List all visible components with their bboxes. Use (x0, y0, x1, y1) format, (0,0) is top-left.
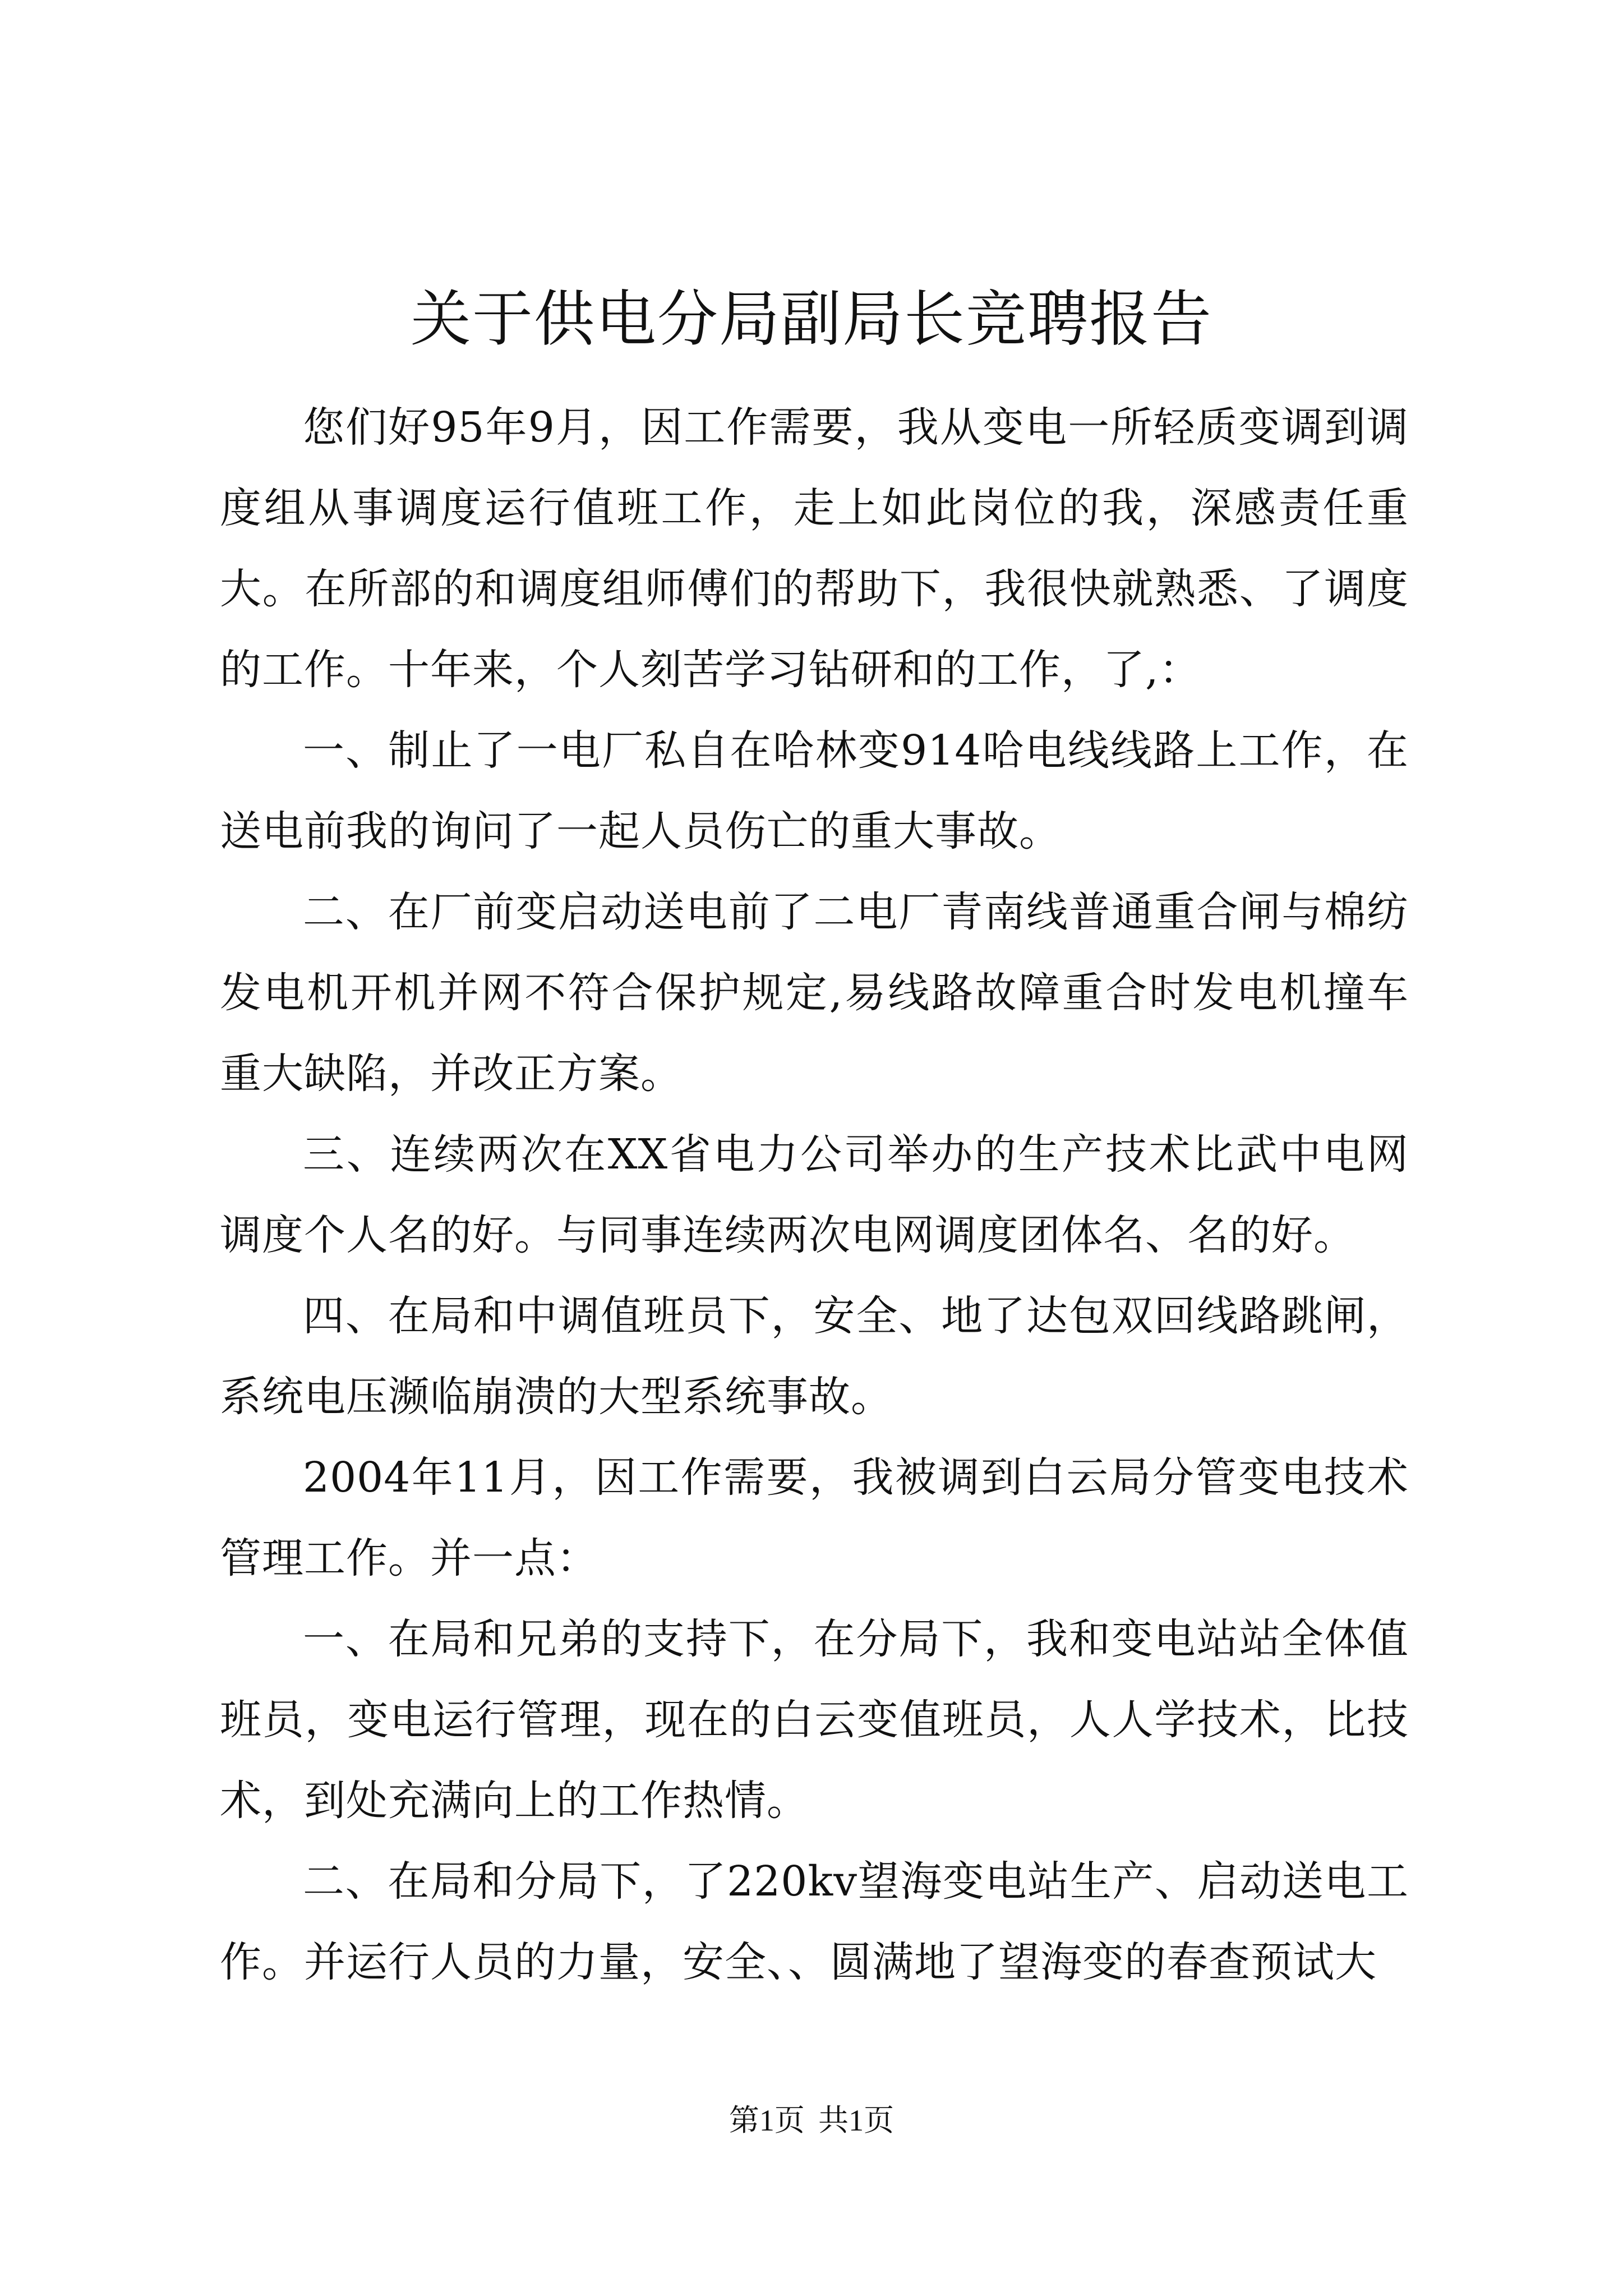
paragraph: 您们好95年9月，因工作需要，我从变电一所轻质变调到调度组从事调度运行值班工作，走上如此岗位的我，深感责任重大。在所部的和调度组师傅们的帮助下，我很快就熟悉、了调度的工作。十年来，个人刻苦学习钻研和的工作，了,： (220, 403, 1409, 694)
page-footer: 第1页 共1页 (728, 2104, 895, 2137)
paragraph: 三、连续两次在XX省电力公司举办的生产技术比武中电网调度个人名的好。与同事连续两次电网调度团体名、名的好。 (220, 1130, 1409, 1259)
document-body (220, 387, 1409, 2003)
paragraph: 四、在局和中调值班员下，安全、地了达包双回线路跳闸，系统电压濒临崩溃的大型系统事故。 (220, 1292, 1409, 1421)
paragraph: 二、在局和分局下，了220kv望海变电站生产、启动送电工作。并运行人员的力量，安全、、圆满地了望海变的春查预试大 (220, 1857, 1409, 1986)
paragraph: 一、制止了一电厂私自在哈林变914哈电线线路上工作，在送电前我的询问了一起人员伤亡的重大事故。 (220, 726, 1409, 855)
document-title: 关于供电分局副局长竞聘报告 (410, 284, 1212, 355)
paragraph: 一、在局和兄弟的支持下，在分局下，我和变电站站全体值班员，变电运行管理，现在的白云变值班员，人人学技术，比技术，到处充满向上的工作热情。 (220, 1615, 1409, 1825)
paragraph: 二、在厂前变启动送电前了二电厂青南线普通重合闸与棉纺发电机开机并网不符合保护规定,易线路故障重合时发电机撞车重大缺陷，并改正方案。 (220, 888, 1409, 1098)
paragraph: 2004年11月，因工作需要，我被调到白云局分管变电技术管理工作。并一点： (220, 1453, 1409, 1582)
